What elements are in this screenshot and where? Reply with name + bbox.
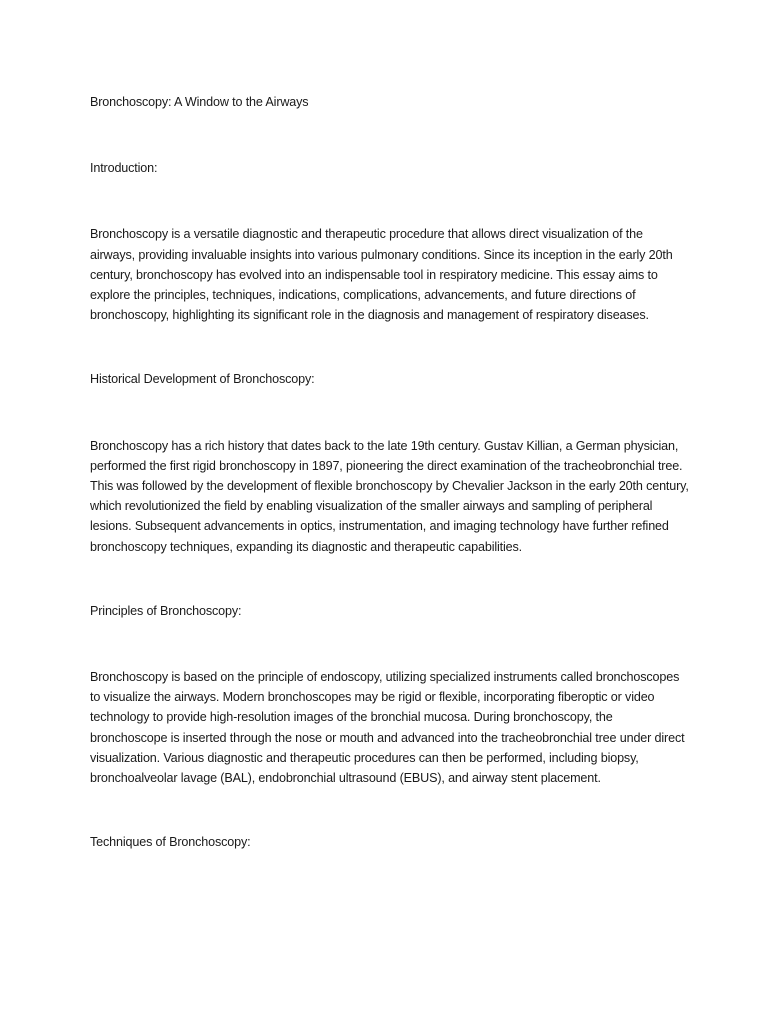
section-paragraph-principles: Bronchoscopy is based on the principle of endoscopy, utilizing specialized instruments called bronchoscopes to visualize the airways. Modern bronchoscopes may be rigid or flexible, incorporating fiberoptic or video technology to provide high-resolution images of the bronchial mucosa. During bronchoscopy, the bronchoscope is inserted through the nose or mouth and advanced into the tracheobronchial tree under direct visualization. Various diagnostic and therapeutic procedures can then be performed, including biopsy, bronchoalveolar lavage (BAL), endobronchial ultrasound (EBUS), and airway stent placement.: [90, 670, 685, 786]
section-heading-history: Historical Development of Bronchoscopy:: [90, 372, 315, 387]
section-paragraph-history: Bronchoscopy has a rich history that dates back to the late 19th century. Gustav Killian, a German physician, performed the first rigid bronchoscopy in 1897, pioneering the direct examination of the tracheobronchial tree. This was followed by the development of flexible bronchoscopy by Chevalier Jackson in the early 20th century, which revolutionized the field by enabling visualization of the smaller airways and sampling of peripheral lesions. Subsequent advancements in optics, instrumentation, and imaging technology have further refined bronchoscopy techniques, expanding its diagnostic and therapeutic capabilities.: [90, 438, 689, 554]
section-heading-techniques: Techniques of Bronchoscopy:: [90, 835, 251, 850]
document-title: Bronchoscopy: A Window to the Airways: [90, 95, 309, 109]
section-heading-introduction: Introduction:: [90, 161, 158, 176]
document-body: [90, 92, 690, 852]
spacer: [90, 557, 690, 601]
section-heading-principles: Principles of Bronchoscopy:: [90, 603, 242, 618]
spacer: [90, 325, 690, 369]
spacer: [90, 621, 690, 667]
spacer: [90, 788, 690, 832]
spacer: [90, 112, 690, 158]
spacer: [90, 390, 690, 436]
spacer: [90, 178, 690, 224]
section-paragraph-introduction: Bronchoscopy is a versatile diagnostic and therapeutic procedure that allows direct visualization of the airways, providing invaluable insights into various pulmonary conditions. Since its inception in the early 20th century, bronchoscopy has evolved into an indispensable tool in respiratory medicine. This essay aims to explore the principles, techniques, indications, complications, advancements, and future directions of bronchoscopy, highlighting its significant role in the diagnosis and management of respiratory diseases.: [90, 227, 673, 323]
